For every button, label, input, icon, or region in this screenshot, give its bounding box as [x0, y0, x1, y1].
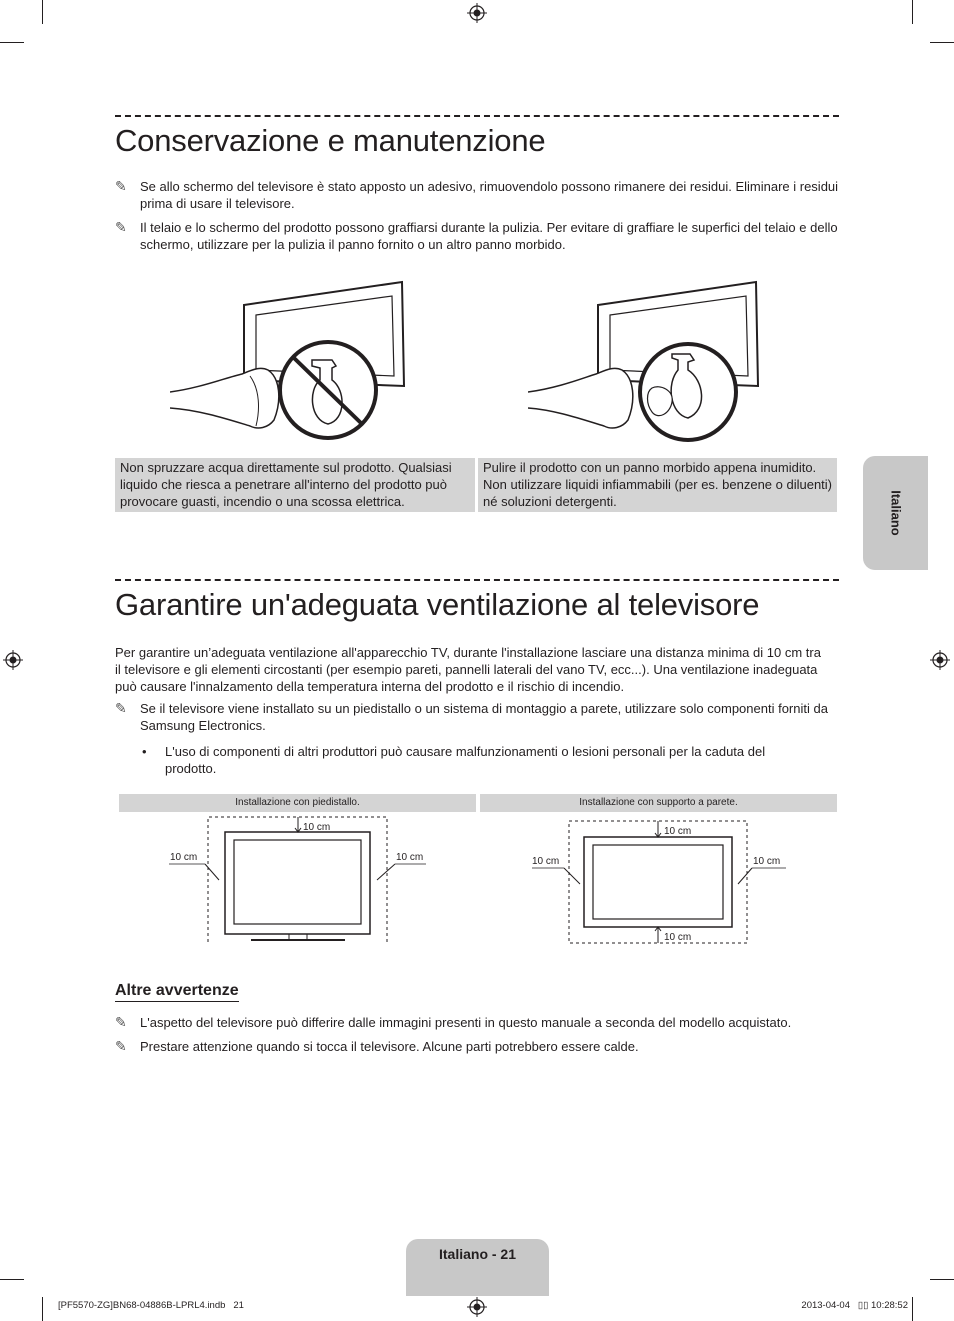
crop-mark: [0, 1279, 24, 1280]
note-text: Il telaio e lo schermo del prodotto possono graffiarsi durante la pulizia. Per evitare di graffiare le superfici del telaio e dello schermo, utilizzare per la pulizia il panno fornito o un altro panno morbido.: [140, 220, 838, 252]
registration-mark-icon: [930, 650, 950, 670]
pencil-note-icon: ✎: [115, 1014, 127, 1030]
crop-mark: [930, 42, 954, 43]
bullet-icon: •: [142, 744, 147, 759]
crop-mark: [930, 1279, 954, 1280]
diagram-stand-installation: [119, 812, 476, 947]
page-label: Italiano - 21: [438, 1246, 517, 1262]
clearance-label-left: 10 cm: [170, 852, 198, 863]
clearance-label-top: 10 cm: [664, 826, 692, 837]
note-text: L'aspetto del televisore può differire dalle immagini presenti in questo manuale a seconda del modello acquistato.: [140, 1015, 792, 1030]
illustration-no-spray: [170, 280, 410, 445]
pencil-note-icon: ✎: [115, 1038, 127, 1054]
diagram-title-wall: Installazione con supporto a parete.: [480, 794, 837, 812]
subsection-title-other-warnings: Altre avvertenze: [115, 982, 239, 1002]
pencil-note-icon: ✎: [115, 700, 127, 716]
bullet-other-parts: [140, 743, 810, 777]
footer-timestamp: 2013-04-04 ▯▯ 10:28:52: [801, 1300, 908, 1311]
crop-mark: [42, 0, 43, 24]
section-title-ventilation: Garantire un'adeguata ventilazione al televisore: [115, 587, 760, 622]
note-samsung-parts: [115, 700, 839, 734]
clearance-label-left: 10 cm: [532, 856, 560, 867]
diagram-wall-installation: [480, 812, 837, 947]
crop-mark: [0, 42, 24, 43]
note-text: Se il televisore viene installato su un piedistallo o un sistema di montaggio a parete, utilizzare solo componenti forniti da Samsung Electronics.: [140, 701, 828, 733]
note-text: Prestare attenzione quando si tocca il televisore. Alcune parti potrebbero essere calde.: [140, 1039, 639, 1054]
language-side-tab: [863, 456, 928, 570]
note-sticker-residue: [115, 178, 839, 212]
section-divider: [115, 115, 839, 117]
caption-soft-cloth: Pulire il prodotto con un panno morbido appena inumidito. Non utilizzare liquidi infiammabili (per es. benzene o diluenti) né soluzioni detergenti.: [478, 458, 837, 512]
note-text: Se allo schermo del televisore è stato apposto un adesivo, rimuovendolo possono rimanere dei residui. Eliminare i residui prima di usare il televisore.: [140, 179, 839, 211]
note-appearance: [115, 1014, 839, 1031]
pencil-note-icon: ✎: [115, 178, 127, 194]
section-divider: [115, 579, 839, 581]
crop-mark: [912, 0, 913, 24]
illustration-soft-cloth: [528, 280, 768, 445]
note-scratch-warning: [115, 219, 839, 253]
note-hot-parts: [115, 1038, 839, 1055]
diagram-title-stand: Installazione con piedistallo.: [119, 794, 476, 812]
crop-mark: [912, 1297, 913, 1321]
caption-no-spray: Non spruzzare acqua direttamente sul prodotto. Qualsiasi liquido che riesca a penetrare all'interno del prodotto può provocare guasti, incendio o una scossa elettrica.: [115, 458, 475, 512]
pencil-note-icon: ✎: [115, 219, 127, 235]
crop-mark: [42, 1297, 43, 1321]
registration-mark-icon: [467, 3, 487, 23]
page-number-box: [406, 1239, 549, 1296]
clearance-label-right: 10 cm: [753, 856, 781, 867]
clearance-label-top: 10 cm: [303, 822, 331, 833]
registration-mark-icon: [467, 1297, 487, 1317]
ventilation-intro: Per garantire un’adeguata ventilazione all'apparecchio TV, durante l'installazione lasciare una distanza minima di 10 cm tra il televisore e gli elementi circostanti (per esempio pareti, pannelli laterali del vano TV, ecc...). Una ventilazione inadeguata può causare l'innalzamento della temperatura interna del prodotto e il rischio di incendio.: [115, 645, 821, 694]
clearance-label-right: 10 cm: [396, 852, 424, 863]
side-tab-label: Italiano: [888, 490, 903, 536]
clearance-label-bottom: 10 cm: [664, 932, 692, 943]
bullet-text: L'uso di componenti di altri produttori può causare malfunzionamenti o lesioni personali per la caduta del prodotto.: [165, 744, 766, 776]
section-title-care: Conservazione e manutenzione: [115, 123, 546, 158]
footer-file-info: [PF5570-ZG]BN68-04886B-LPRL4.indb 21: [58, 1300, 244, 1311]
registration-mark-icon: [3, 650, 23, 670]
